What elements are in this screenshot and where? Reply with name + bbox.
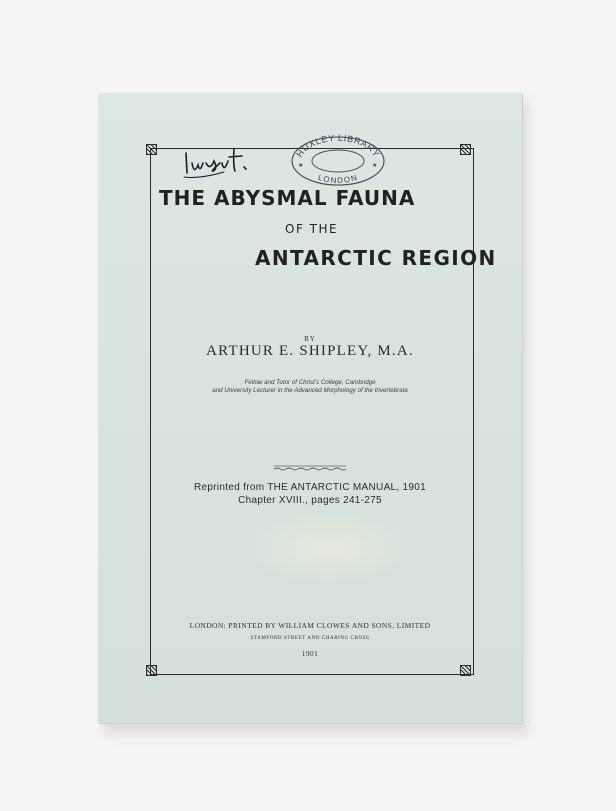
svg-text:LONDON bbox=[317, 173, 359, 185]
title-line-2: OF THE bbox=[285, 222, 339, 236]
handwritten-annotation bbox=[180, 141, 258, 185]
corner-ornament-bottom-right bbox=[460, 665, 471, 676]
title-line-1: THE ABYSMAL FAUNA bbox=[159, 186, 416, 210]
wavy-rule bbox=[274, 465, 346, 471]
publisher-line-2: STAMFORD STREET AND CHARING CROSS bbox=[250, 636, 370, 641]
stamp-text-top: HUXLEY LIBRARY bbox=[294, 132, 382, 159]
affiliation-line-2: and University Lecturer in the Advanced Morphology of the Invertebrata bbox=[212, 387, 408, 394]
reprint-line-1: Reprinted from THE ANTARCTIC MANUAL, 1901 bbox=[194, 482, 426, 493]
corner-ornament-top-right bbox=[460, 144, 471, 155]
publisher-year: 1901 bbox=[301, 649, 319, 658]
svg-text:★: ★ bbox=[298, 162, 304, 169]
stamp-text-bottom: LONDON bbox=[316, 172, 360, 186]
library-stamp bbox=[288, 131, 388, 187]
publisher-line-1: LONDON: PRINTED BY WILLIAM CLOWES AND SONS, LIMITED bbox=[189, 621, 431, 630]
title-line-3: ANTARCTIC REGION bbox=[255, 246, 497, 270]
affiliation-line-1: Fellow and Tutor of Christ's College, Cambridge bbox=[244, 379, 376, 386]
svg-text:★: ★ bbox=[372, 162, 378, 169]
corner-ornament-top-left bbox=[146, 144, 157, 155]
author-name: ARTHUR E. SHIPLEY, M.A. bbox=[206, 343, 414, 359]
by-label: BY bbox=[304, 335, 316, 343]
reprint-line-2: Chapter XVIII., pages 241-275 bbox=[238, 495, 382, 506]
corner-ornament-bottom-left bbox=[146, 665, 157, 676]
booklet-cover bbox=[98, 93, 522, 723]
